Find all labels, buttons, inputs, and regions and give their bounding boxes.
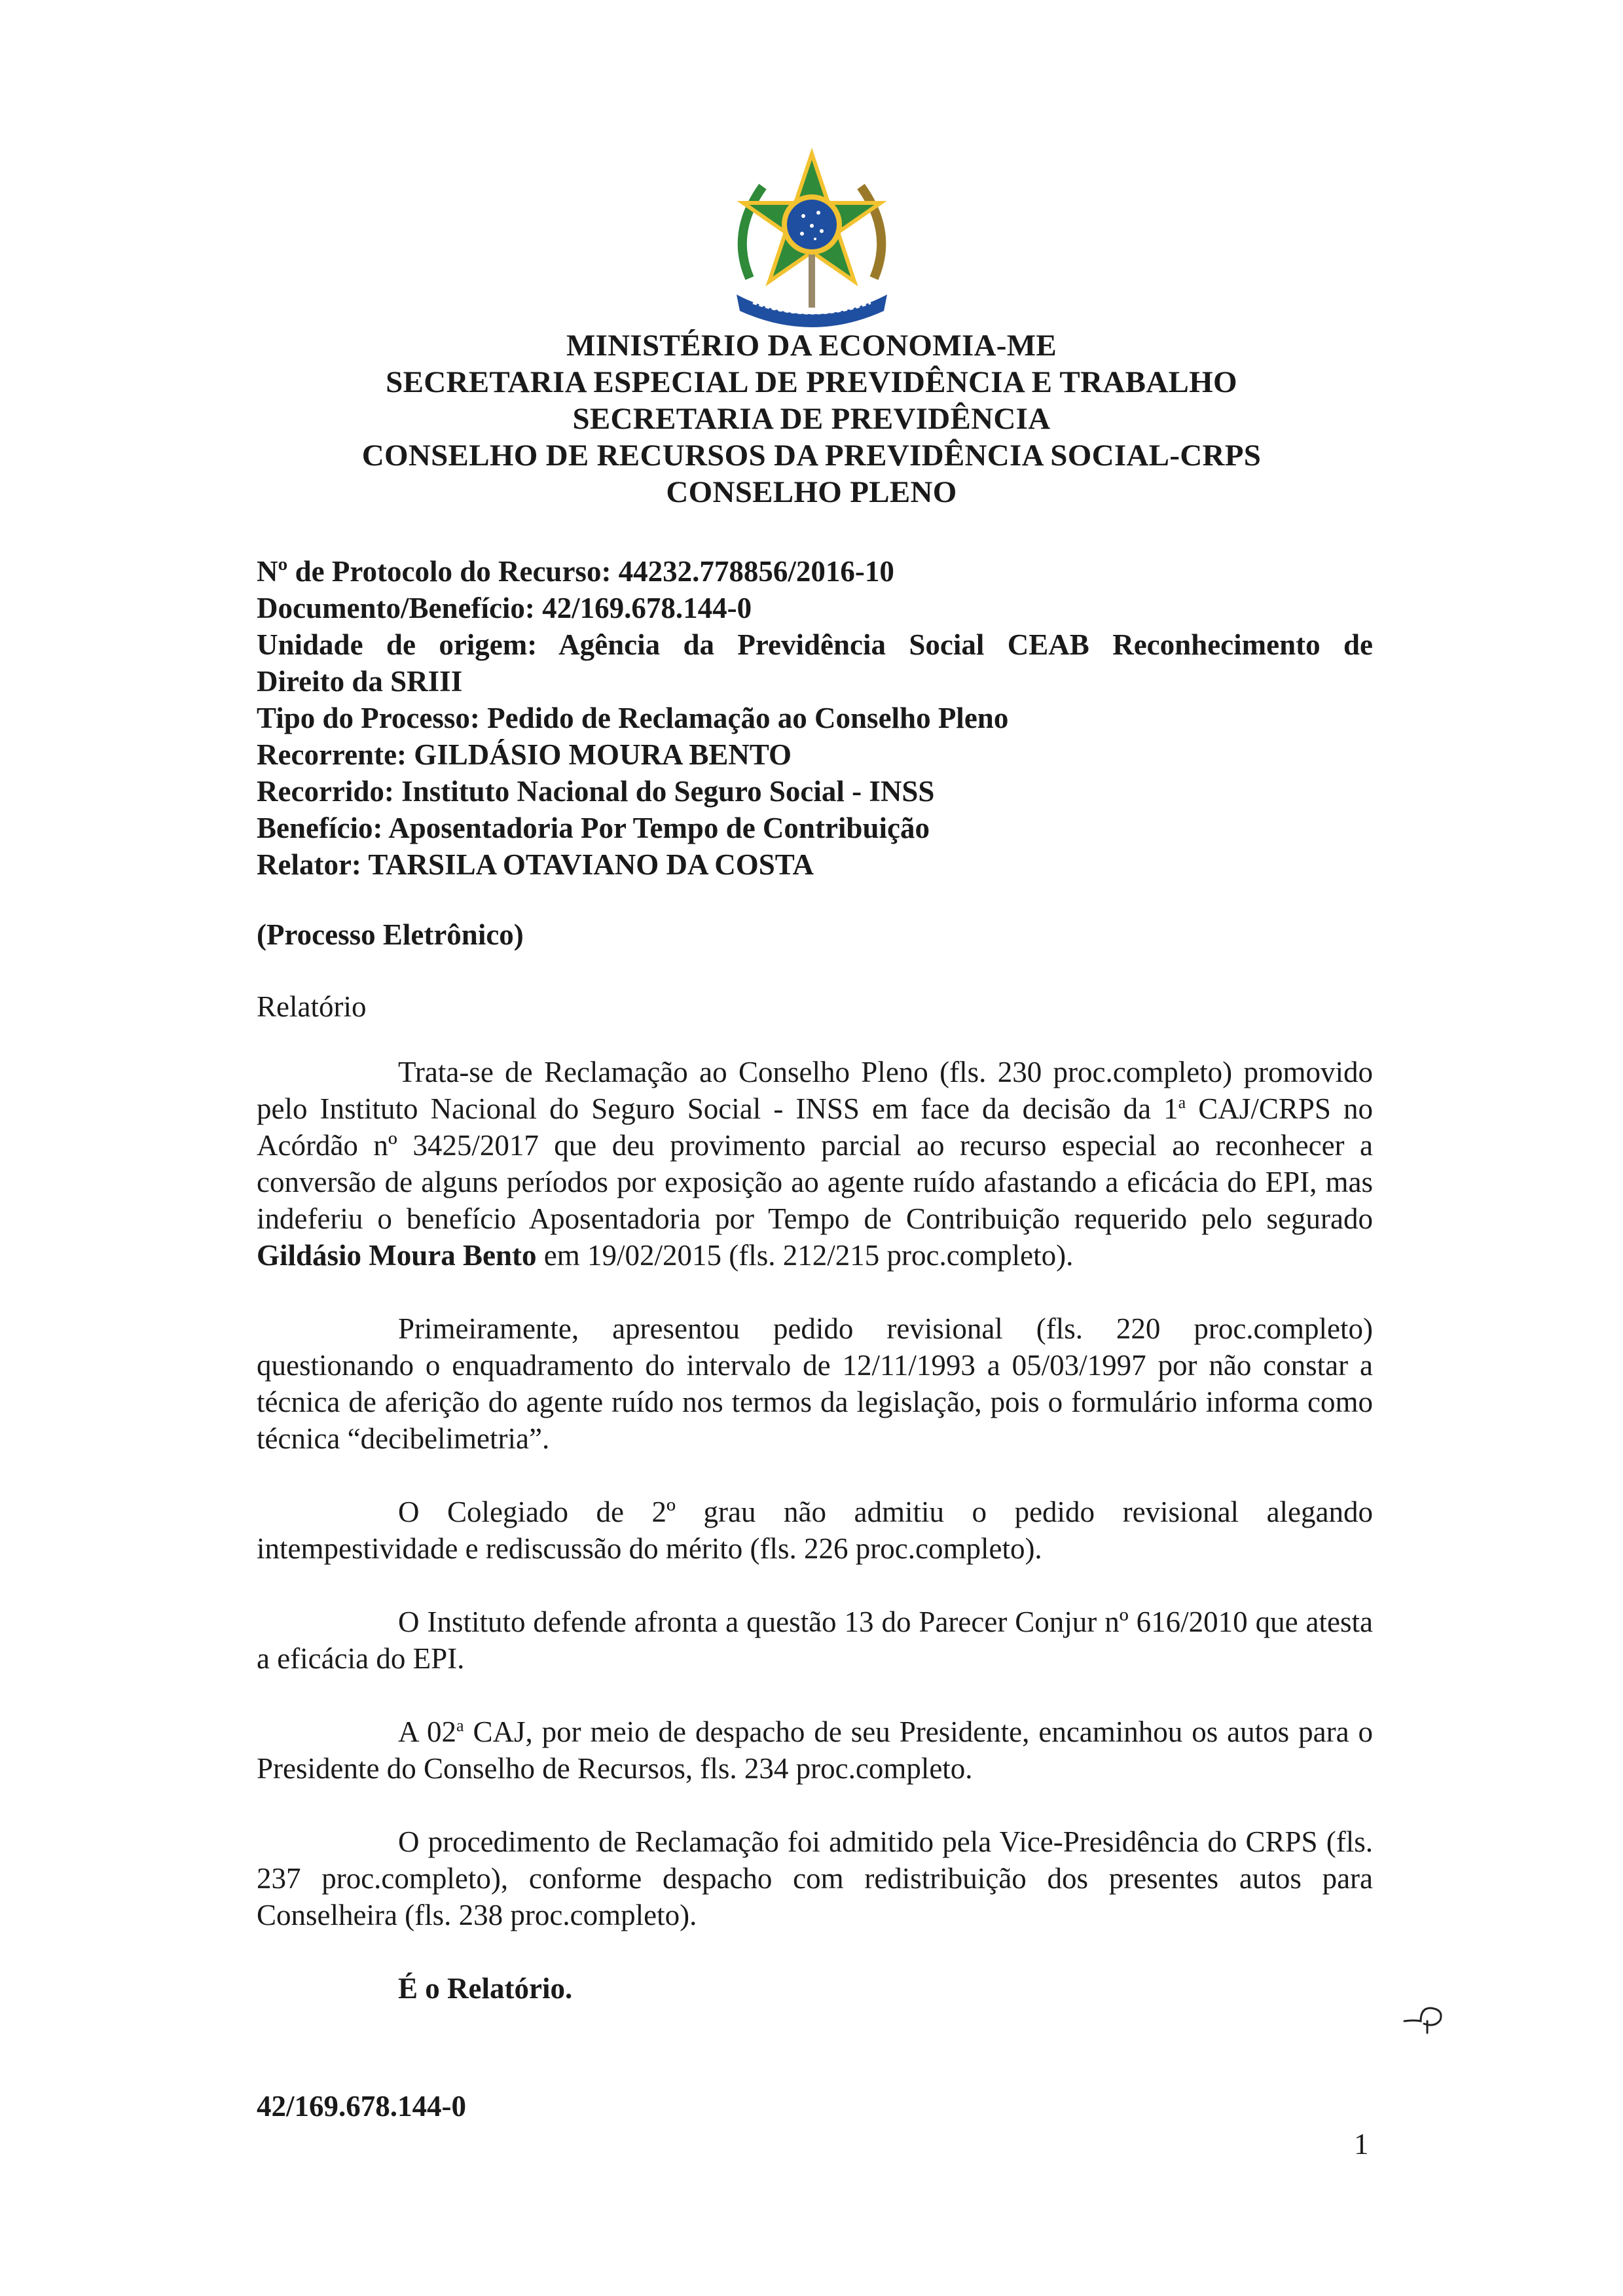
paragraph-1-name: Gildásio Moura Bento: [257, 1239, 537, 1272]
meta-origin-unit: Unidade de origem: Agência da Previdência Social CEAB Reconhecimento de: [257, 628, 1373, 661]
paragraph-2: Primeiramente, apresentou pedido revisional (fls. 220 proc.completo) questionando o enquadramento do intervalo de 12/11/1993 a 05/03/1997 por não constar a técnica de aferição do agente ruído nos termos da legislação, pois o formulário informa como técnica “decibelimetria”.: [257, 1312, 1373, 1455]
paragraph-1-text-b: CAJ/CRPS no Acórdão nº 3425/2017 que deu provimento parcial ao recurso especial ao reconhecer a conversão de alguns períodos por exposição ao agente ruído afastando a eficácia do EPI, mas indeferiu o benefício Aposentadoria por Tempo de Contribuição requerido pelo segurado: [257, 1092, 1373, 1235]
meta-protocol: Nº de Protocolo do Recurso: 44232.778856/2016-10: [257, 555, 894, 588]
header-secretariat: SECRETARIA DE PREVIDÊNCIA: [572, 402, 1051, 436]
handwritten-initial-mark: [1401, 2001, 1453, 2034]
paragraph-1-text-a: Trata-se de Reclamação ao Conselho Pleno (fls. 230 proc.completo) promovido pelo Instituto Nacional do Seguro Social - INSS em face da decisão da 1: [257, 1056, 1373, 1125]
meta-appellant: Recorrente: GILDÁSIO MOURA BENTO: [257, 738, 792, 771]
paragraph-5-text-b: CAJ, por meio de despacho de seu Presidente, encaminhou os autos para o Presidente do Conselho de Recursos, fls. 234 proc.completo.: [257, 1715, 1374, 1785]
header-plenary: CONSELHO PLENO: [666, 475, 957, 509]
meta-benefit: Benefício: Aposentadoria Por Tempo de Contribuição: [257, 812, 930, 844]
report-body: [257, 1054, 1373, 2043]
meta-rapporteur: Relator: TARSILA OTAVIANO DA COSTA: [257, 848, 814, 881]
paragraph-5-sup: a: [456, 1716, 464, 1735]
page-number: 1: [1354, 2128, 1369, 2161]
document-header: [0, 327, 1623, 511]
header-ministry: MINISTÉRIO DA ECONOMIA-ME: [566, 329, 1057, 363]
meta-origin-unit-cont: Direito da SRIII: [257, 665, 463, 698]
report-end: É o Relatório.: [398, 1972, 573, 2005]
paragraph-5: [257, 1713, 1373, 1787]
paragraph-6: O procedimento de Reclamação foi admitido pela Vice-Presidência do CRPS (fls. 237 proc.completo), conforme despacho com redistribuição dos presentes autos para Conselheira (fls. 238 proc.completo).: [257, 1825, 1373, 1931]
paragraph-4: O Instituto defende afronta a questão 13 do Parecer Conjur nº 616/2010 que atesta a eficácia do EPI.: [257, 1605, 1373, 1675]
meta-document: Documento/Benefício: 42/169.678.144-0: [257, 592, 752, 624]
paragraph-1-text-c: em 19/02/2015 (fls. 212/215 proc.completo).: [536, 1239, 1074, 1272]
report-title: Relatório: [257, 990, 367, 1023]
paragraph-5-text-a: A 02: [398, 1715, 456, 1748]
header-secretariat-special: SECRETARIA ESPECIAL DE PREVIDÊNCIA E TRABALHO: [386, 365, 1237, 399]
brazil-coat-of-arms-emblem: [723, 147, 900, 331]
footer-document-number: 42/169.678.144-0: [257, 2090, 466, 2123]
paragraph-3: O Colegiado de 2º grau não admitiu o pedido revisional alegando intempestividade e rediscussão do mérito (fls. 226 proc.completo).: [257, 1496, 1373, 1565]
meta-process-type: Tipo do Processo: Pedido de Reclamação ao Conselho Pleno: [257, 702, 1009, 734]
paragraph-1-sup: a: [1178, 1093, 1186, 1112]
meta-respondent: Recorrido: Instituto Nacional do Seguro Social - INSS: [257, 775, 935, 808]
paragraph-1: [257, 1054, 1373, 1274]
case-metadata: [257, 553, 1373, 883]
electronic-process-label: (Processo Eletrônico): [257, 918, 524, 951]
header-council: CONSELHO DE RECURSOS DA PREVIDÊNCIA SOCIAL-CRPS: [361, 439, 1262, 473]
